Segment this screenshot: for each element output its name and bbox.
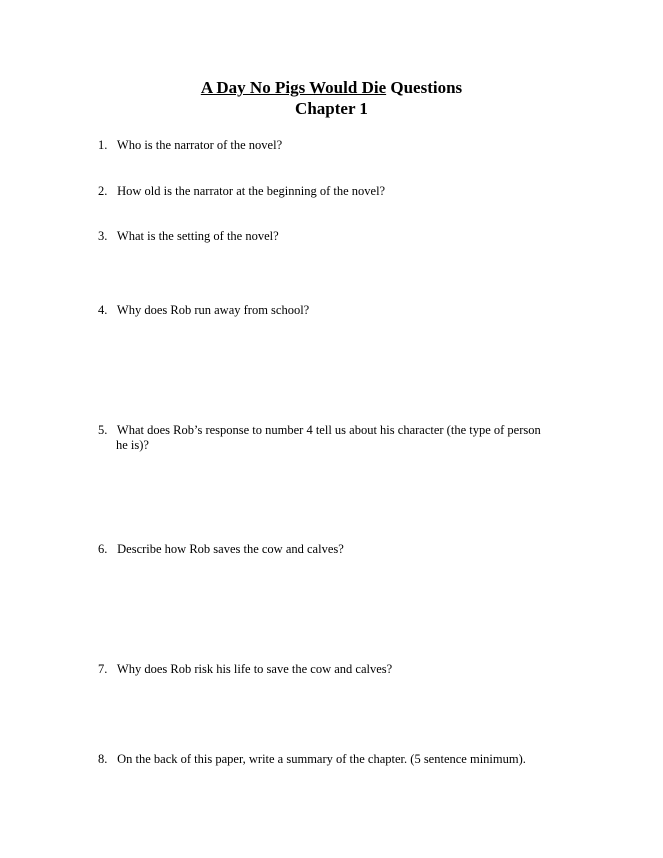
question-8 [98, 752, 568, 767]
question-4 [98, 303, 568, 318]
question-number: 3. [98, 229, 108, 243]
chapter-heading: Chapter 1 [295, 99, 368, 118]
question-text: What is the setting of the novel? [116, 229, 279, 243]
question-3 [98, 229, 568, 244]
question-number: 4. [98, 303, 108, 317]
question-number: 1. [98, 138, 108, 152]
question-text: Who is the narrator of the novel? [116, 138, 283, 152]
question-number: 6. [98, 542, 108, 556]
question-1 [98, 138, 568, 153]
question-text: Describe how Rob saves the cow and calves? [117, 542, 344, 556]
question-number: 8. [98, 752, 108, 766]
question-number: 5. [98, 423, 108, 437]
question-text-continuation: he is)? [116, 438, 149, 452]
question-number: 7. [98, 662, 108, 676]
question-2 [98, 184, 568, 199]
question-text: What does Rob’s response to number 4 tell us about his character (the type of person [116, 423, 541, 437]
worksheet-title [0, 77, 663, 98]
question-5 [98, 423, 568, 453]
question-text: Why does Rob risk his life to save the cow and calves? [116, 662, 393, 676]
question-7 [98, 662, 568, 677]
question-number: 2. [98, 184, 108, 198]
book-title: A Day No Pigs Would Die [200, 78, 387, 97]
question-text: Why does Rob run away from school? [116, 303, 310, 317]
question-text: How old is the narrator at the beginning of the novel? [117, 184, 386, 198]
question-6 [98, 542, 568, 557]
title-block [0, 77, 663, 119]
question-text: On the back of this paper, write a summary of the chapter. (5 sentence minimum). [117, 752, 526, 766]
title-suffix: Questions [386, 78, 463, 97]
